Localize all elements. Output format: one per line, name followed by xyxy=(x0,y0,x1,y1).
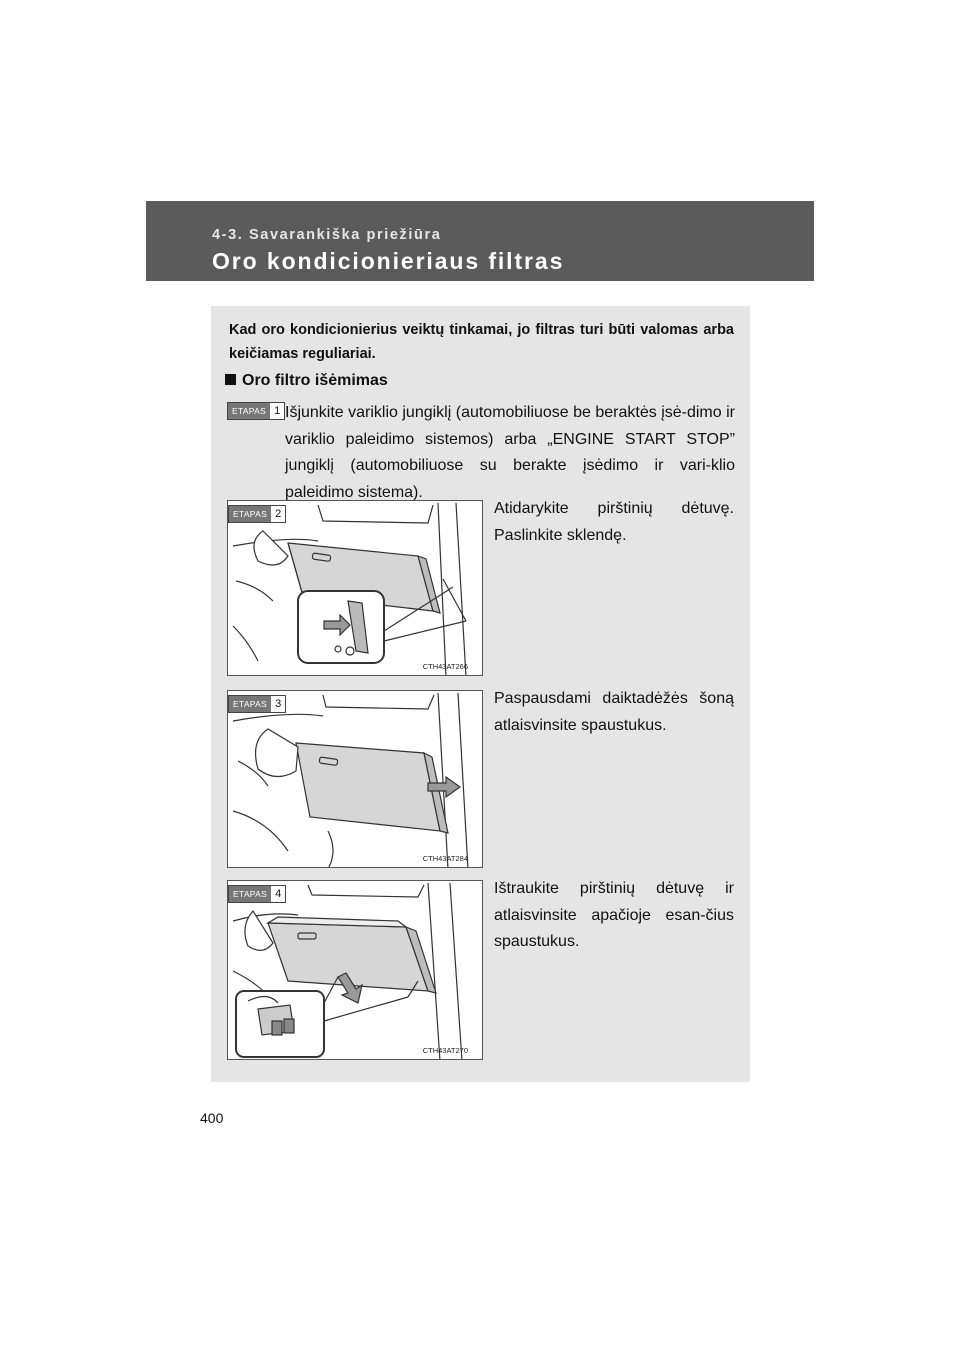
glovebox-side-press-drawing xyxy=(228,691,483,868)
step-3-illustration xyxy=(227,690,483,868)
step-badge-label: ETAPAS xyxy=(228,403,270,419)
step-2-text: Atidarykite pirštinių dėtuvę. Paslinkite sklendę. xyxy=(494,500,734,544)
step-badge-number: 2 xyxy=(275,508,282,520)
figure-code: CTH43AT284 xyxy=(422,854,468,863)
figure-code: CTH43AT266 xyxy=(422,662,468,671)
step-2-illustration xyxy=(227,500,483,676)
subheading xyxy=(225,372,388,390)
step-badge xyxy=(228,505,286,523)
glovebox-open-drawing xyxy=(228,501,483,676)
step-badge-label: ETAPAS xyxy=(229,506,271,522)
intro-text: Kad oro kondicionierius veiktų tinkamai, jo filtras turi būti valomas arba keičiamas reguliariai. xyxy=(229,322,734,362)
glovebox-pull-out-drawing xyxy=(228,881,483,1060)
step-badge-label: ETAPAS xyxy=(229,886,271,902)
figure-code: CTH43AT270 xyxy=(422,1046,468,1055)
step-3-text: Paspausdami daiktadėžės šoną atlaisvinsite spaustukus. xyxy=(494,690,734,734)
page-title: Oro kondicionieriaus filtras xyxy=(212,248,565,274)
instruction-panel xyxy=(211,306,750,1082)
section-label: 4-3. Savarankiška priežiūra xyxy=(212,227,442,243)
section-header xyxy=(146,201,814,281)
step-badge-number: 4 xyxy=(275,888,282,900)
step-badge-number: 3 xyxy=(275,698,282,710)
subheading-label: Oro filtro išėmimas xyxy=(242,372,388,389)
step-badge-label: ETAPAS xyxy=(229,696,271,712)
step-1-text: Išjunkite variklio jungiklį (automobiliuose be beraktės įsė-dimo ir variklio paleidimo sistemos) arba „ENGINE START STOP” jungiklį (automobiliuose su berakte įsėdimo ir vari-klio paleidimo sistema). xyxy=(285,404,735,501)
page-number: 400 xyxy=(200,1110,224,1126)
step-4-text: Ištraukite pirštinių dėtuvę ir atlaisvinsite apačioje esan-čius spaustukus. xyxy=(494,880,734,950)
step-badge xyxy=(227,402,285,420)
step-badge xyxy=(228,695,286,713)
step-4-illustration xyxy=(227,880,483,1060)
square-bullet-icon xyxy=(225,374,236,385)
step-badge-number: 1 xyxy=(274,405,281,417)
step-badge xyxy=(228,885,286,903)
